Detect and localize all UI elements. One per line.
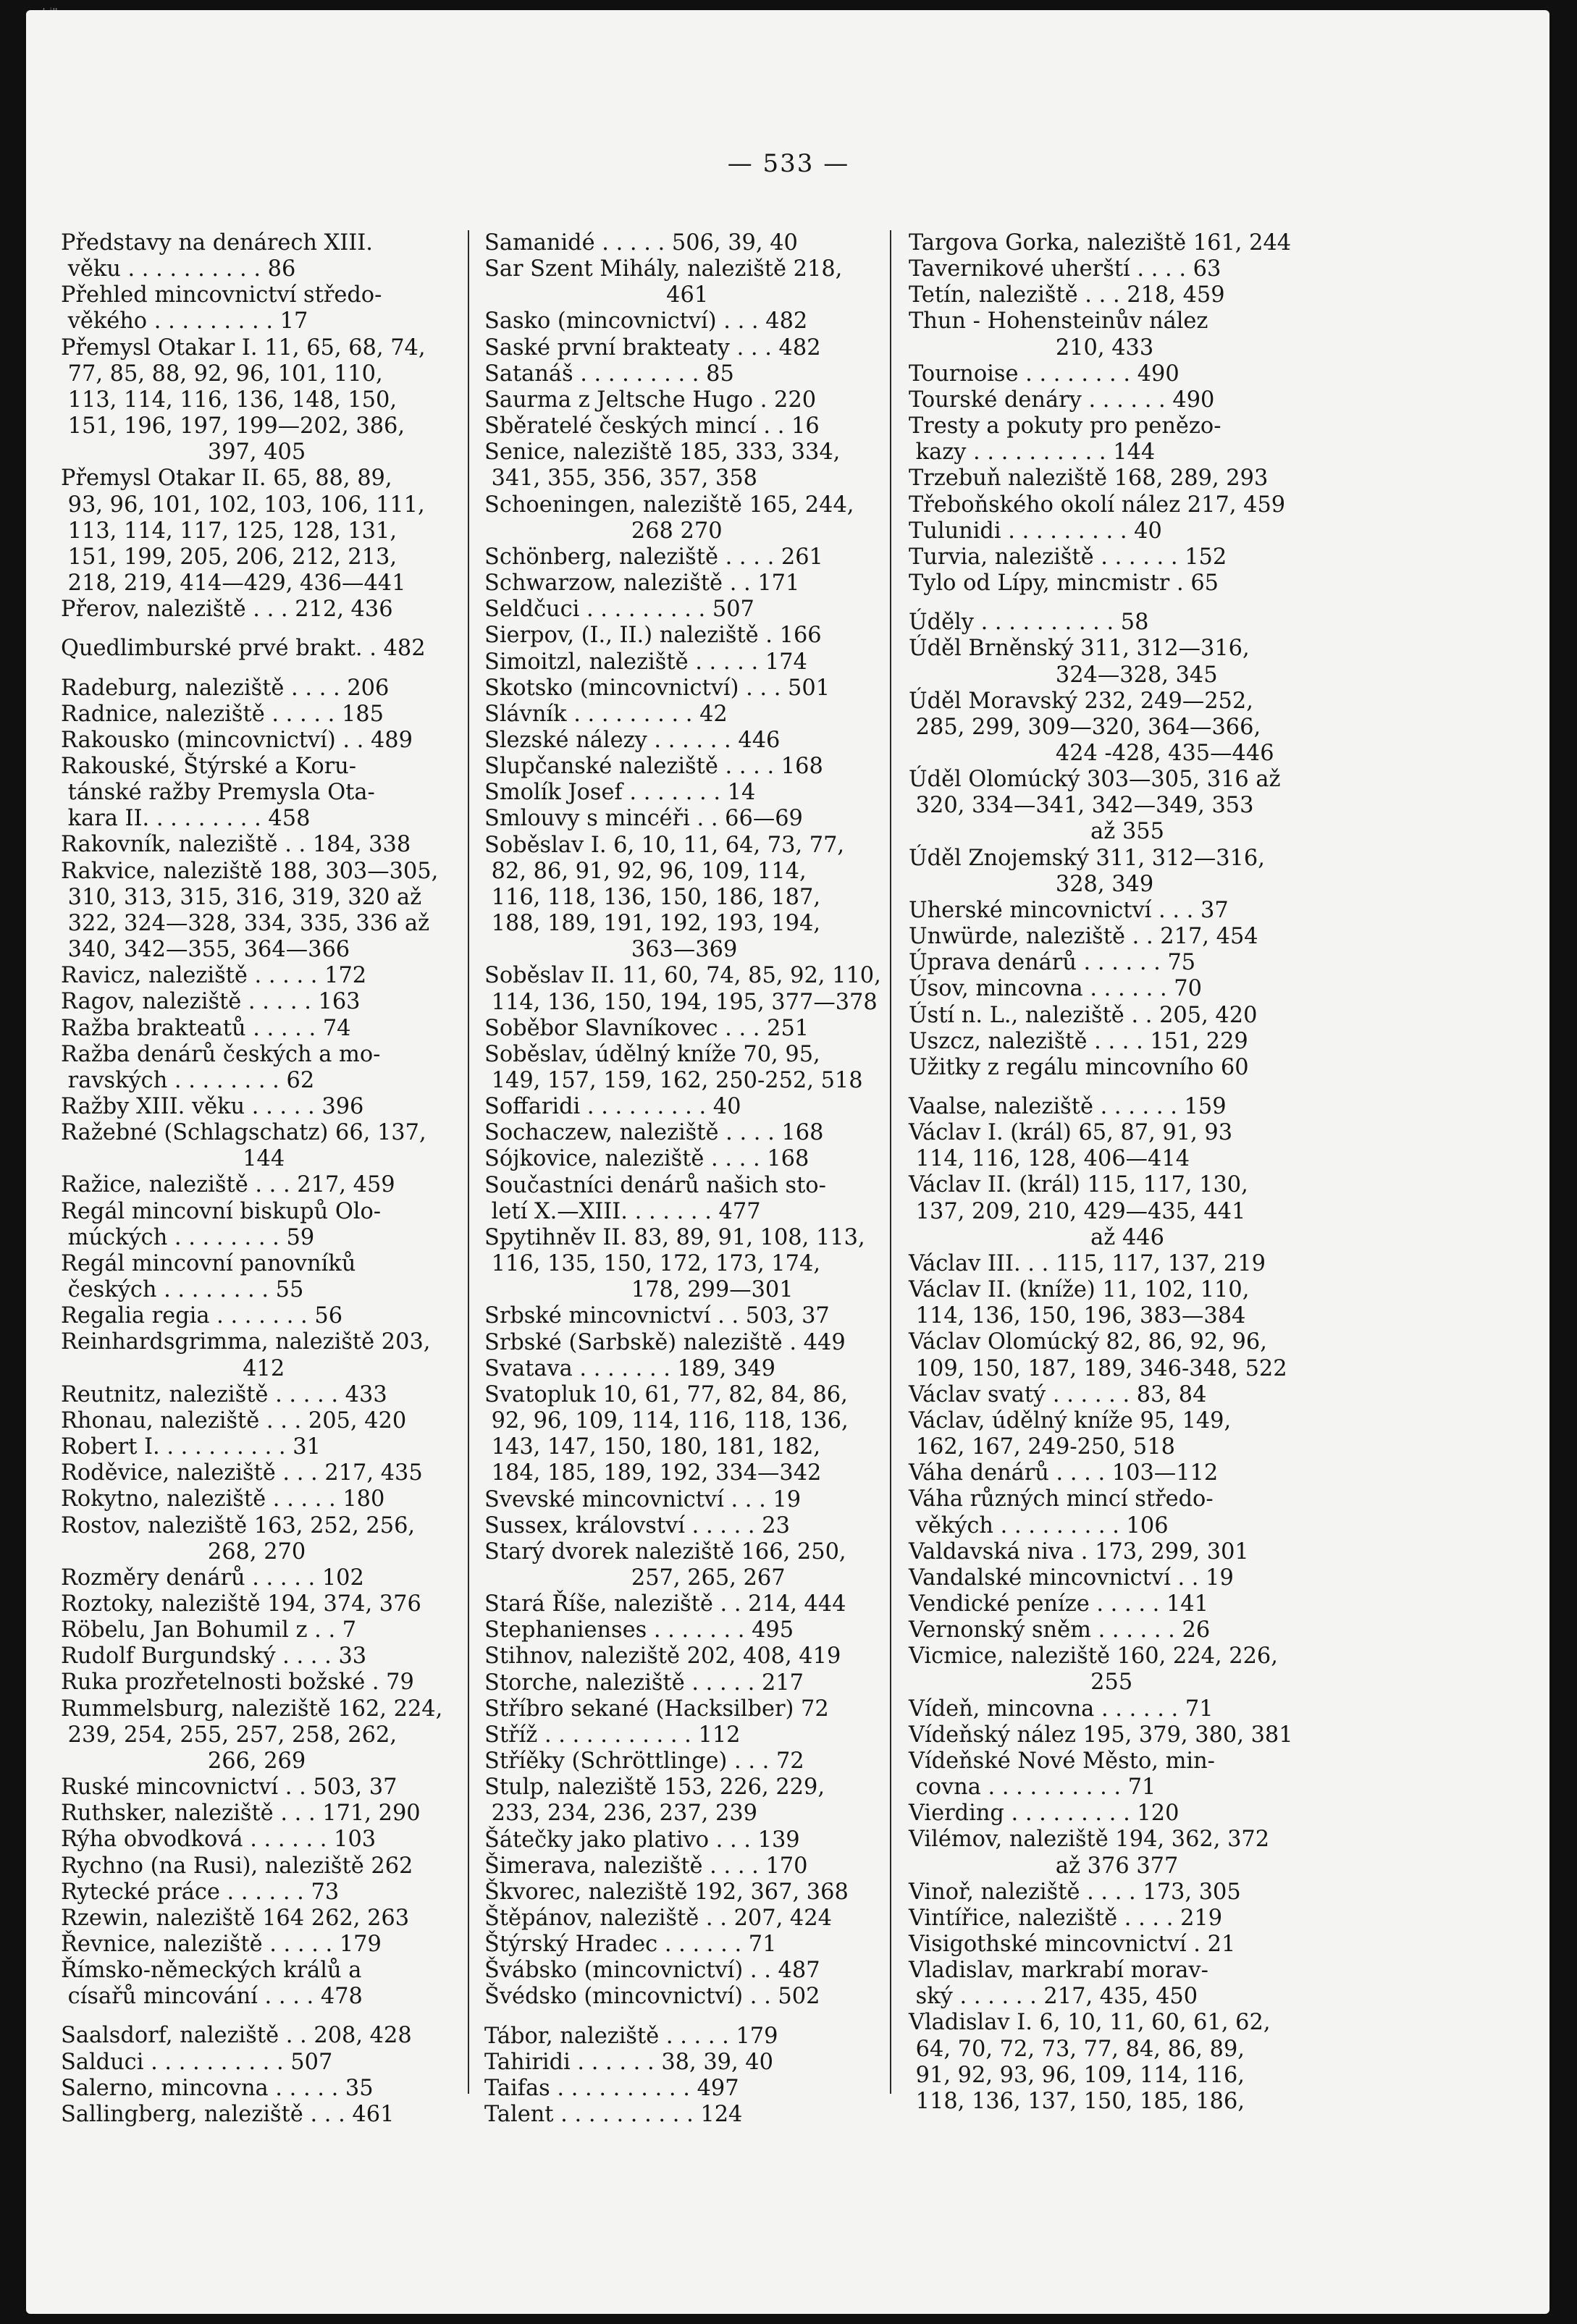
index-line: Ruské mincovnictví . . 503, 37 bbox=[61, 1774, 398, 1801]
index-line: Saalsdorf, naleziště . . 208, 428 bbox=[61, 2023, 412, 2049]
index-line: 328, 349 bbox=[909, 871, 1154, 897]
column-divider bbox=[468, 230, 469, 2094]
index-line: Štěpánov, naleziště . . 207, 424 bbox=[484, 1906, 832, 1931]
index-line: Roděvice, naleziště . . . 217, 435 bbox=[61, 1460, 423, 1486]
index-line: Salerno, mincovna . . . . . 35 bbox=[61, 2075, 374, 2101]
index-line: 266, 269 bbox=[61, 1748, 306, 1774]
index-line: Rakouské, Štýrské a Koru- bbox=[61, 753, 357, 779]
index-line: Srbské mincovnictví . . 503, 37 bbox=[484, 1303, 830, 1329]
index-column-3 bbox=[909, 230, 1319, 2115]
index-line: Rozměry denárů . . . . . 102 bbox=[61, 1565, 364, 1591]
index-line: Samanidé . . . . . 506, 39, 40 bbox=[484, 230, 798, 256]
index-line: Sochaczew, naleziště . . . . 168 bbox=[484, 1120, 824, 1146]
index-line: Rummelsburg, naleziště 162, 224, bbox=[61, 1696, 443, 1722]
index-line: 92, 96, 109, 114, 116, 118, 136, bbox=[484, 1408, 849, 1434]
index-line: 114, 136, 150, 196, 383—384 bbox=[909, 1303, 1246, 1329]
index-line: 113, 114, 117, 125, 128, 131, bbox=[61, 518, 397, 544]
index-line: Vernonský sněm . . . . . . 26 bbox=[909, 1617, 1211, 1643]
index-line: Uszcz, naleziště . . . . 151, 229 bbox=[909, 1028, 1248, 1054]
index-line: Šátečky jako plativo . . . 139 bbox=[484, 1827, 800, 1853]
index-line: Představy na denárech XIII. bbox=[61, 230, 373, 256]
index-line: Přemysl Otakar I. 11, 65, 68, 74, bbox=[61, 334, 426, 361]
index-line: Valdavská niva . 173, 299, 301 bbox=[909, 1538, 1249, 1565]
index-line: Simoitzl, naleziště . . . . . 174 bbox=[484, 649, 807, 675]
index-line: Přehled mincovnictví středo- bbox=[61, 282, 382, 308]
index-line: Rokytno, naleziště . . . . . 180 bbox=[61, 1486, 385, 1512]
index-line: Regalia regia . . . . . . . 56 bbox=[61, 1303, 343, 1329]
index-line: Smlouvy s mincéři . . 66—69 bbox=[484, 806, 803, 832]
index-line: ravských . . . . . . . . 62 bbox=[61, 1067, 315, 1093]
index-line: věkého . . . . . . . . . 17 bbox=[61, 308, 308, 334]
index-line: 82, 86, 91, 92, 96, 109, 114, bbox=[484, 858, 807, 884]
index-line: Radeburg, naleziště . . . . 206 bbox=[61, 675, 390, 701]
index-line: Vídeňské Nové Město, min- bbox=[909, 1748, 1215, 1774]
index-line: Smolík Josef . . . . . . . 14 bbox=[484, 780, 756, 806]
index-line: až 446 bbox=[909, 1224, 1164, 1250]
index-line: 239, 254, 255, 257, 258, 262, bbox=[61, 1722, 397, 1748]
index-column-1 bbox=[61, 230, 471, 2128]
page-number: — 533 — bbox=[727, 149, 850, 178]
index-line: Unwürde, naleziště . . 217, 454 bbox=[909, 924, 1258, 950]
index-line: Ruka prozřetelnosti božské . 79 bbox=[61, 1670, 414, 1696]
index-line: Schönberg, naleziště . . . . 261 bbox=[484, 544, 823, 570]
index-line: Tresty a pokuty pro penězo- bbox=[909, 413, 1221, 439]
index-line: Václav III. . . 115, 117, 137, 219 bbox=[909, 1250, 1266, 1276]
index-line: Saurma z Jeltsche Hugo . 220 bbox=[484, 387, 817, 413]
index-line: Stříbro sekané (Hacksilber) 72 bbox=[484, 1696, 829, 1722]
index-line: 255 bbox=[909, 1670, 1133, 1696]
index-line: 424 -428, 435—446 bbox=[909, 740, 1274, 766]
index-line: Sběratelé českých mincí . . 16 bbox=[484, 413, 820, 439]
index-line: Slávník . . . . . . . . . 42 bbox=[484, 701, 728, 727]
index-line: covna . . . . . . . . . . 71 bbox=[909, 1774, 1156, 1801]
index-line: Roztoky, naleziště 194, 374, 376 bbox=[61, 1591, 421, 1617]
index-line: Rostov, naleziště 163, 252, 256, bbox=[61, 1512, 416, 1538]
index-line: Vinoř, naleziště . . . . 173, 305 bbox=[909, 1879, 1241, 1905]
index-line: Tylo od Lípy, mincmistr . 65 bbox=[909, 571, 1219, 597]
index-line: Soběslav I. 6, 10, 11, 64, 73, 77, bbox=[484, 832, 845, 858]
index-line: 93, 96, 101, 102, 103, 106, 111, bbox=[61, 492, 425, 518]
index-line: Slezské nálezy . . . . . . 446 bbox=[484, 727, 781, 753]
index-line: Úděl Moravský 232, 249—252, bbox=[909, 688, 1253, 714]
index-line: Váha různých mincí středo- bbox=[909, 1486, 1214, 1512]
index-line: Sallingberg, naleziště . . . 461 bbox=[61, 2101, 395, 2127]
index-line: Taifas . . . . . . . . . . 497 bbox=[484, 2075, 739, 2101]
index-line: Vintířice, naleziště . . . . 219 bbox=[909, 1905, 1223, 1931]
index-line: Robert I. . . . . . . . . . 31 bbox=[61, 1434, 321, 1460]
index-line: Úsov, mincovna . . . . . . 70 bbox=[909, 976, 1202, 1002]
index-line: 233, 234, 236, 237, 239 bbox=[484, 1801, 757, 1827]
index-line: českých . . . . . . . . 55 bbox=[61, 1277, 304, 1303]
index-line: Reutnitz, naleziště . . . . . 433 bbox=[61, 1381, 387, 1407]
index-line: Rýha obvodková . . . . . . 103 bbox=[61, 1827, 377, 1853]
section-gap bbox=[909, 597, 1319, 610]
index-line: kara II. . . . . . . . . 458 bbox=[61, 806, 311, 832]
index-line: Quedlimburské prvé brakt. . 482 bbox=[61, 636, 426, 662]
index-line: Rudolf Burgundský . . . . 33 bbox=[61, 1643, 367, 1670]
index-line: Vierding . . . . . . . . . 120 bbox=[909, 1801, 1179, 1827]
index-line: Přerov, naleziště . . . 212, 436 bbox=[61, 597, 393, 623]
index-line: až 355 bbox=[909, 819, 1164, 845]
index-line: Uherské mincovnictví . . . 37 bbox=[909, 897, 1229, 923]
index-line: Váha denárů . . . . 103—112 bbox=[909, 1460, 1219, 1486]
index-line: Reinhardsgrimma, naleziště 203, bbox=[61, 1329, 431, 1355]
index-line: 91, 92, 93, 96, 109, 114, 116, bbox=[909, 2062, 1245, 2088]
index-line: Stará Říše, naleziště . . 214, 444 bbox=[484, 1591, 846, 1617]
index-line: Tahiridi . . . . . . 38, 39, 40 bbox=[484, 2049, 773, 2075]
index-line: Stulp, naleziště 153, 226, 229, bbox=[484, 1774, 825, 1801]
index-line: 341, 355, 356, 357, 358 bbox=[484, 466, 757, 492]
index-line: Svevské mincovnictví . . . 19 bbox=[484, 1486, 802, 1512]
index-line: Ragov, naleziště . . . . . 163 bbox=[61, 989, 361, 1015]
index-line: 114, 116, 128, 406—414 bbox=[909, 1146, 1190, 1172]
index-line: Tavernikové uherští . . . . 63 bbox=[909, 256, 1221, 282]
index-column-2 bbox=[484, 230, 894, 2128]
index-line: 461 bbox=[484, 282, 709, 308]
index-line: 178, 299—301 bbox=[484, 1277, 794, 1303]
index-line: 118, 136, 137, 150, 185, 186, bbox=[909, 2088, 1245, 2114]
index-line: Václav I. (král) 65, 87, 91, 93 bbox=[909, 1120, 1233, 1146]
index-line: Tournoise . . . . . . . . 490 bbox=[909, 361, 1179, 387]
index-line: Tetín, naleziště . . . 218, 459 bbox=[909, 282, 1225, 308]
index-line: 268 270 bbox=[484, 518, 723, 544]
index-line: Ražba brakteatů . . . . . 74 bbox=[61, 1015, 351, 1041]
section-gap bbox=[61, 662, 471, 675]
index-line: múckých . . . . . . . . 59 bbox=[61, 1224, 315, 1250]
index-line: Vicmice, naleziště 160, 224, 226, bbox=[909, 1643, 1278, 1670]
index-line: Sójkovice, naleziště . . . . 168 bbox=[484, 1146, 809, 1172]
index-line: Šimerava, naleziště . . . . 170 bbox=[484, 1853, 808, 1879]
index-line: 116, 118, 136, 150, 186, 187, bbox=[484, 884, 820, 910]
index-line: věku . . . . . . . . . . 86 bbox=[61, 256, 296, 282]
index-line: Římsko-německých králů a bbox=[61, 1958, 362, 1984]
index-line: Svatava . . . . . . . 189, 349 bbox=[484, 1355, 775, 1381]
index-line: Rychno (na Rusi), naleziště 262 bbox=[61, 1853, 413, 1879]
index-line: Radnice, naleziště . . . . . 185 bbox=[61, 701, 384, 727]
index-line: Vídeňský nález 195, 379, 380, 381 bbox=[909, 1722, 1293, 1748]
index-line: Schwarzow, naleziště . . 171 bbox=[484, 571, 800, 597]
index-line: Ústí n. L., naleziště . . 205, 420 bbox=[909, 1002, 1258, 1028]
index-line: 340, 342—355, 364—366 bbox=[61, 937, 350, 963]
index-line: Soběbor Slavníkovec . . . 251 bbox=[484, 1015, 809, 1041]
index-line: Václav svatý . . . . . . 83, 84 bbox=[909, 1381, 1207, 1407]
index-line: 109, 150, 187, 189, 346-348, 522 bbox=[909, 1355, 1287, 1381]
index-line: Regál mincovní biskupů Olo- bbox=[61, 1198, 382, 1224]
index-line: 144 bbox=[61, 1146, 285, 1172]
column-divider bbox=[890, 230, 891, 2094]
index-line: Soběslav II. 11, 60, 74, 85, 92, 110, bbox=[484, 963, 881, 989]
index-line: Saské první brakteaty . . . 482 bbox=[484, 334, 821, 361]
index-line: Švábsko (mincovnictví) . . 487 bbox=[484, 1958, 820, 1984]
index-line: Vaalse, naleziště . . . . . . 159 bbox=[909, 1094, 1227, 1119]
index-line: 151, 199, 205, 206, 212, 213, bbox=[61, 544, 397, 570]
index-line: 310, 313, 315, 316, 319, 320 až bbox=[61, 884, 422, 910]
index-line: Vilémov, naleziště 194, 362, 372 bbox=[909, 1827, 1270, 1853]
index-line: Ražba denárů českých a mo- bbox=[61, 1041, 381, 1067]
index-line: Přemysl Otakar II. 65, 88, 89, bbox=[61, 466, 392, 492]
index-line: 149, 157, 159, 162, 250-252, 518 bbox=[484, 1068, 863, 1093]
index-line: Třeboňského okolí nález 217, 459 bbox=[909, 492, 1286, 518]
index-line: Soffaridi . . . . . . . . . 40 bbox=[484, 1094, 741, 1120]
index-line: 268, 270 bbox=[61, 1538, 306, 1565]
index-line: Vendické peníze . . . . . 141 bbox=[909, 1591, 1208, 1617]
index-line: Röbelu, Jan Bohumil z . . 7 bbox=[61, 1617, 357, 1643]
section-gap bbox=[61, 2010, 471, 2023]
index-line: Trzebuň naleziště 168, 289, 293 bbox=[909, 466, 1269, 492]
index-line: Srbské (Sarbskě) naleziště . 449 bbox=[484, 1329, 846, 1355]
index-line: 137, 209, 210, 429—435, 441 bbox=[909, 1198, 1246, 1224]
index-line: Stihnov, naleziště 202, 408, 419 bbox=[484, 1643, 841, 1670]
index-line: Rhonau, naleziště . . . 205, 420 bbox=[61, 1407, 407, 1433]
index-line: Sar Szent Mihály, naleziště 218, bbox=[484, 256, 843, 282]
index-line: 320, 334—341, 342—349, 353 bbox=[909, 793, 1254, 819]
index-line: Rakvice, naleziště 188, 303—305, bbox=[61, 858, 439, 884]
index-line: až 376 377 bbox=[909, 1853, 1179, 1879]
index-line: Řevnice, naleziště . . . . . 179 bbox=[61, 1932, 382, 1957]
index-line: 210, 433 bbox=[909, 334, 1154, 361]
index-line: 184, 185, 189, 192, 334—342 bbox=[484, 1460, 822, 1486]
index-line: 113, 114, 116, 136, 148, 150, bbox=[61, 387, 397, 413]
index-line: 77, 85, 88, 92, 96, 101, 110, bbox=[61, 361, 383, 387]
index-line: Vladislav I. 6, 10, 11, 60, 61, 62, bbox=[909, 2010, 1271, 2036]
index-line: Štýrský Hradec . . . . . . 71 bbox=[484, 1932, 777, 1958]
index-line: Talent . . . . . . . . . . 124 bbox=[484, 2102, 743, 2128]
index-line: Úděl Znojemský 311, 312—316, bbox=[909, 845, 1265, 871]
index-line: Storche, naleziště . . . . . 217 bbox=[484, 1670, 804, 1696]
index-line: 151, 196, 197, 199—202, 386, bbox=[61, 413, 405, 439]
index-line: Úprava denárů . . . . . . 75 bbox=[909, 950, 1196, 976]
index-line: Tulunidi . . . . . . . . . 40 bbox=[909, 518, 1162, 544]
index-line: 322, 324—328, 334, 335, 336 až bbox=[61, 910, 430, 936]
index-line: Seldčuci . . . . . . . . . 507 bbox=[484, 597, 754, 623]
index-line: Slupčanské naleziště . . . . 168 bbox=[484, 754, 823, 780]
index-line: ský . . . . . . 217, 435, 450 bbox=[909, 1984, 1198, 2010]
index-line: Ražice, naleziště . . . 217, 459 bbox=[61, 1172, 395, 1198]
index-line: 143, 147, 150, 180, 181, 182, bbox=[484, 1434, 820, 1460]
index-line: Rakousko (mincovnictví) . . 489 bbox=[61, 727, 413, 753]
index-line: Úděl Olomúcký 303—305, 316 až bbox=[909, 767, 1281, 793]
index-line: Svatopluk 10, 61, 77, 82, 84, 86, bbox=[484, 1381, 848, 1407]
index-line: Václav, údělný kníže 95, 149, bbox=[909, 1407, 1232, 1433]
index-line: 116, 135, 150, 172, 173, 174, bbox=[484, 1251, 820, 1277]
index-line: Stephanienses . . . . . . . 495 bbox=[484, 1617, 794, 1643]
index-line: Václav II. (kníže) 11, 102, 110, bbox=[909, 1277, 1250, 1303]
index-line: Václav II. (král) 115, 117, 130, bbox=[909, 1172, 1248, 1198]
index-line: Spytihněv II. 83, 89, 91, 108, 113, bbox=[484, 1224, 865, 1250]
index-line: Součastníci denárů našich sto- bbox=[484, 1172, 826, 1198]
index-line: Salduci . . . . . . . . . . 507 bbox=[61, 2049, 333, 2075]
index-line: Stříž . . . . . . . . . . . 112 bbox=[484, 1722, 741, 1748]
index-line: Rzewin, naleziště 164 262, 263 bbox=[61, 1905, 410, 1931]
index-line: 363—369 bbox=[484, 937, 738, 963]
index-line: 257, 265, 267 bbox=[484, 1565, 786, 1591]
index-line: Václav Olomúcký 82, 86, 92, 96, bbox=[909, 1329, 1267, 1355]
index-line: 188, 189, 191, 192, 193, 194, bbox=[484, 911, 820, 937]
index-line: Užitky z regálu mincovního 60 bbox=[909, 1054, 1249, 1080]
index-line: věkých . . . . . . . . . 106 bbox=[909, 1512, 1169, 1538]
index-line: Ruthsker, naleziště . . . 171, 290 bbox=[61, 1801, 421, 1827]
index-line: Thun - Hohensteinův nález bbox=[909, 308, 1208, 334]
index-line: Ražebné (Schlagschatz) 66, 137, bbox=[61, 1120, 426, 1146]
index-line: Vladislav, markrabí morav- bbox=[909, 1958, 1208, 1984]
index-line: Senice, naleziště 185, 333, 334, bbox=[484, 439, 841, 466]
index-line: 397, 405 bbox=[61, 439, 306, 466]
index-line: Regál mincovní panovníků bbox=[61, 1250, 356, 1276]
index-line: 162, 167, 249-250, 518 bbox=[909, 1434, 1175, 1460]
index-line: Satanáš . . . . . . . . . 85 bbox=[484, 361, 734, 387]
index-line: 114, 136, 150, 194, 195, 377—378 bbox=[484, 989, 878, 1015]
index-line: Sussex, království . . . . . 23 bbox=[484, 1512, 790, 1538]
section-gap bbox=[61, 623, 471, 636]
section-gap bbox=[484, 2011, 894, 2024]
index-line: letí X.—XIII. . . . . . . 477 bbox=[484, 1198, 761, 1224]
index-line: 218, 219, 414—429, 436—441 bbox=[61, 571, 406, 597]
index-line: Soběslav, údělný kníže 70, 95, bbox=[484, 1041, 820, 1067]
index-line: Skotsko (mincovnictví) . . . 501 bbox=[484, 675, 830, 701]
index-line: kazy . . . . . . . . . . 144 bbox=[909, 439, 1156, 466]
index-line: Škvorec, naleziště 192, 367, 368 bbox=[484, 1879, 849, 1905]
index-line: Úděly . . . . . . . . . . 58 bbox=[909, 610, 1149, 636]
index-line: Stříěky (Schröttlinge) . . . 72 bbox=[484, 1748, 804, 1774]
index-line: Úděl Brněnský 311, 312—316, bbox=[909, 636, 1250, 662]
index-line: Ravicz, naleziště . . . . . 172 bbox=[61, 963, 367, 989]
index-line: Sierpov, (I., II.) naleziště . 166 bbox=[484, 623, 822, 649]
index-line: 324—328, 345 bbox=[909, 662, 1218, 688]
index-line: Targova Gorka, naleziště 161, 244 bbox=[909, 230, 1292, 256]
index-line: Rytecké práce . . . . . . 73 bbox=[61, 1879, 340, 1905]
index-line: Rakovník, naleziště . . 184, 338 bbox=[61, 832, 411, 858]
index-line: císařů mincování . . . . 478 bbox=[61, 1984, 363, 2010]
index-line: Visigothské mincovnictví . 21 bbox=[909, 1932, 1236, 1957]
index-line: Tourské denáry . . . . . . 490 bbox=[909, 387, 1215, 413]
index-line: 285, 299, 309—320, 364—366, bbox=[909, 714, 1261, 740]
index-line: Ražby XIII. věku . . . . . 396 bbox=[61, 1094, 364, 1119]
index-line: 412 bbox=[61, 1355, 285, 1381]
index-line: Vídeň, mincovna . . . . . . 71 bbox=[909, 1696, 1214, 1722]
index-line: 64, 70, 72, 73, 77, 84, 86, 89, bbox=[909, 2036, 1245, 2062]
section-gap bbox=[909, 1081, 1319, 1094]
index-line: Turvia, naleziště . . . . . . 152 bbox=[909, 544, 1227, 570]
index-line: Tábor, naleziště . . . . . 179 bbox=[484, 2023, 778, 2049]
index-line: Švédsko (mincovnictví) . . 502 bbox=[484, 1984, 820, 2010]
index-line: tánské ražby Premysla Ota- bbox=[61, 780, 375, 806]
index-line: Vandalské mincovnictví . . 19 bbox=[909, 1565, 1234, 1591]
index-line: Schoeningen, naleziště 165, 244, bbox=[484, 492, 854, 518]
index-line: Starý dvorek naleziště 166, 250, bbox=[484, 1538, 846, 1565]
index-line: Sasko (mincovnictví) . . . 482 bbox=[484, 308, 808, 334]
